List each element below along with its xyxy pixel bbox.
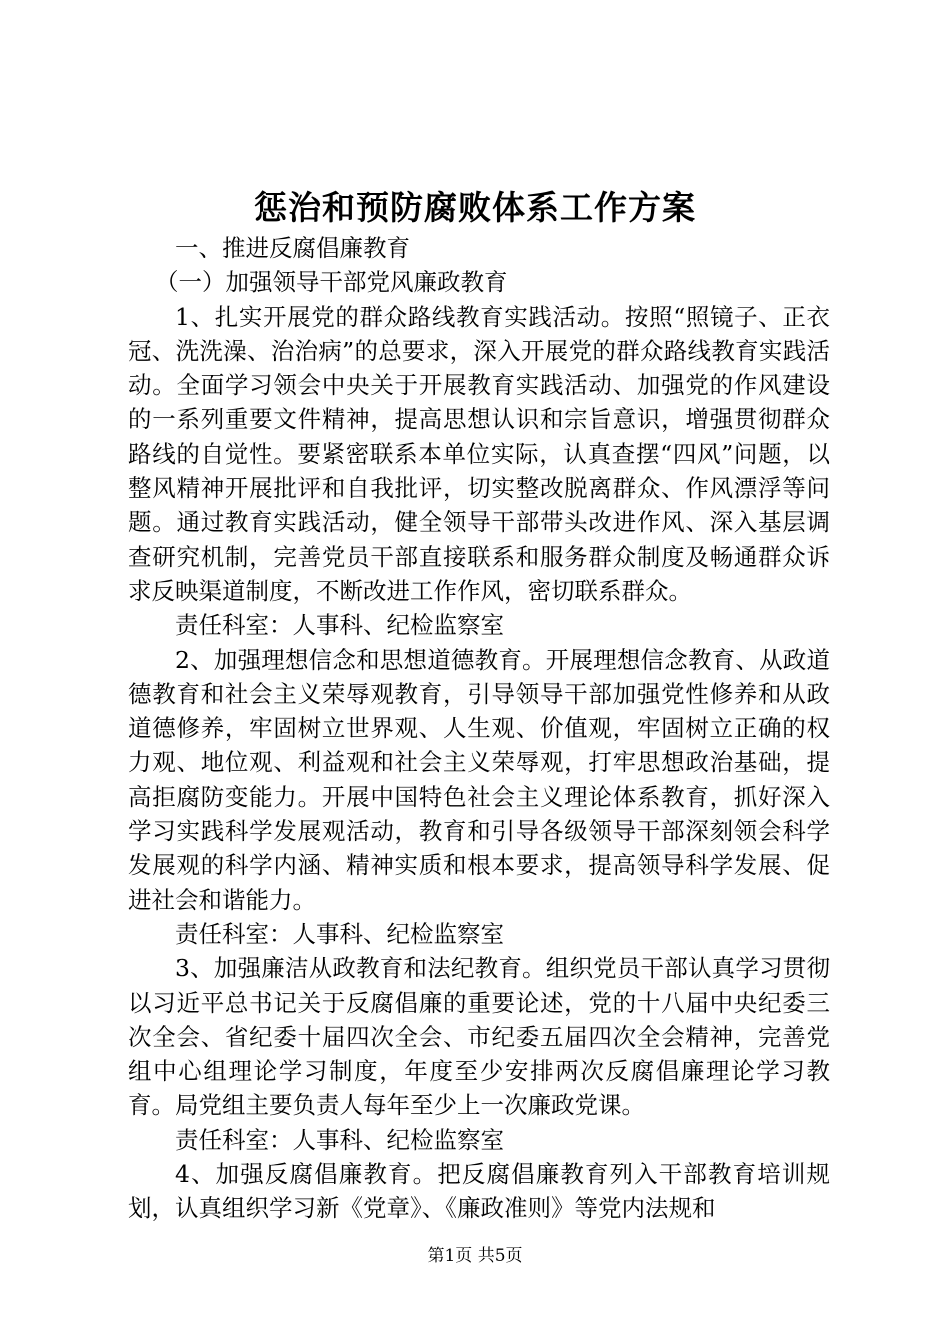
paragraph-item-4: 4、加强反腐倡廉教育。把反腐倡廉教育列入干部教育培训规划，认真组织学习新《党章》、《廉政准则》等党内法规和: [128, 1160, 830, 1223]
page-number-footer: 第1页 共5页: [427, 1246, 523, 1266]
subsection-heading: （一）加强领导干部党风廉政教育: [155, 268, 508, 297]
paragraph-item-1: 1、扎实开展党的群众路线教育实践活动。按照“照镜子、正衣冠、洗洗澡、治治病”的总要求，深入开展党的群众路线教育实践活动。全面学习领会中央关于开展教育实践活动、加强党的作风建设的一系列重要文件精神，提高思想认识和宗旨意识，增强贯彻群众路线的自觉性。要紧密联系本单位实际，认真查摆“四风”问题，以整风精神开展批评和自我批评，切实整改脱离群众、作风漂浮等问题。通过教育实践活动，健全领导干部带头改进作风、深入基层调查研究机制，完善党员干部直接联系和服务群众制度及畅通群众诉求反映渠道制度，不断改进工作作风，密切联系群众。: [128, 302, 830, 605]
responsible-office-1: 责任科室：人事科、纪检监察室: [175, 611, 504, 640]
paragraph-item-2: 2、加强理想信念和思想道德教育。开展理想信念教育、从政道德教育和社会主义荣辱观教育，引导领导干部加强党性修养和从政道德修养，牢固树立世界观、人生观、价值观，牢固树立正确的权力观、地位观、利益观和社会主义荣辱观，打牢思想政治基础，提高拒腐防变能力。开展中国特色社会主义理论体系教育，抓好深入学习实践科学发展观活动，教育和引导各级领导干部深刻领会科学发展观的科学内涵、精神实质和根本要求，提高领导科学发展、促进社会和谐能力。: [128, 645, 830, 914]
paragraph-item-3: 3、加强廉洁从政教育和法纪教育。组织党员干部认真学习贯彻以习近平总书记关于反腐倡廉的重要论述，党的十八届中央纪委三次全会、省纪委十届四次全会、市纪委五届四次全会精神，完善党组中心组理论学习制度，年度至少安排两次反腐倡廉理论学习教育。局党组主要负责人每年至少上一次廉政党课。: [128, 954, 830, 1120]
responsible-office-3: 责任科室：人事科、纪检监察室: [175, 1125, 504, 1154]
document-title: 惩治和预防腐败体系工作方案: [254, 188, 696, 227]
document-body: [128, 231, 830, 1226]
responsible-office-2: 责任科室：人事科、纪检监察室: [175, 919, 504, 948]
section-heading: 一、推进反腐倡廉教育: [175, 234, 410, 262]
